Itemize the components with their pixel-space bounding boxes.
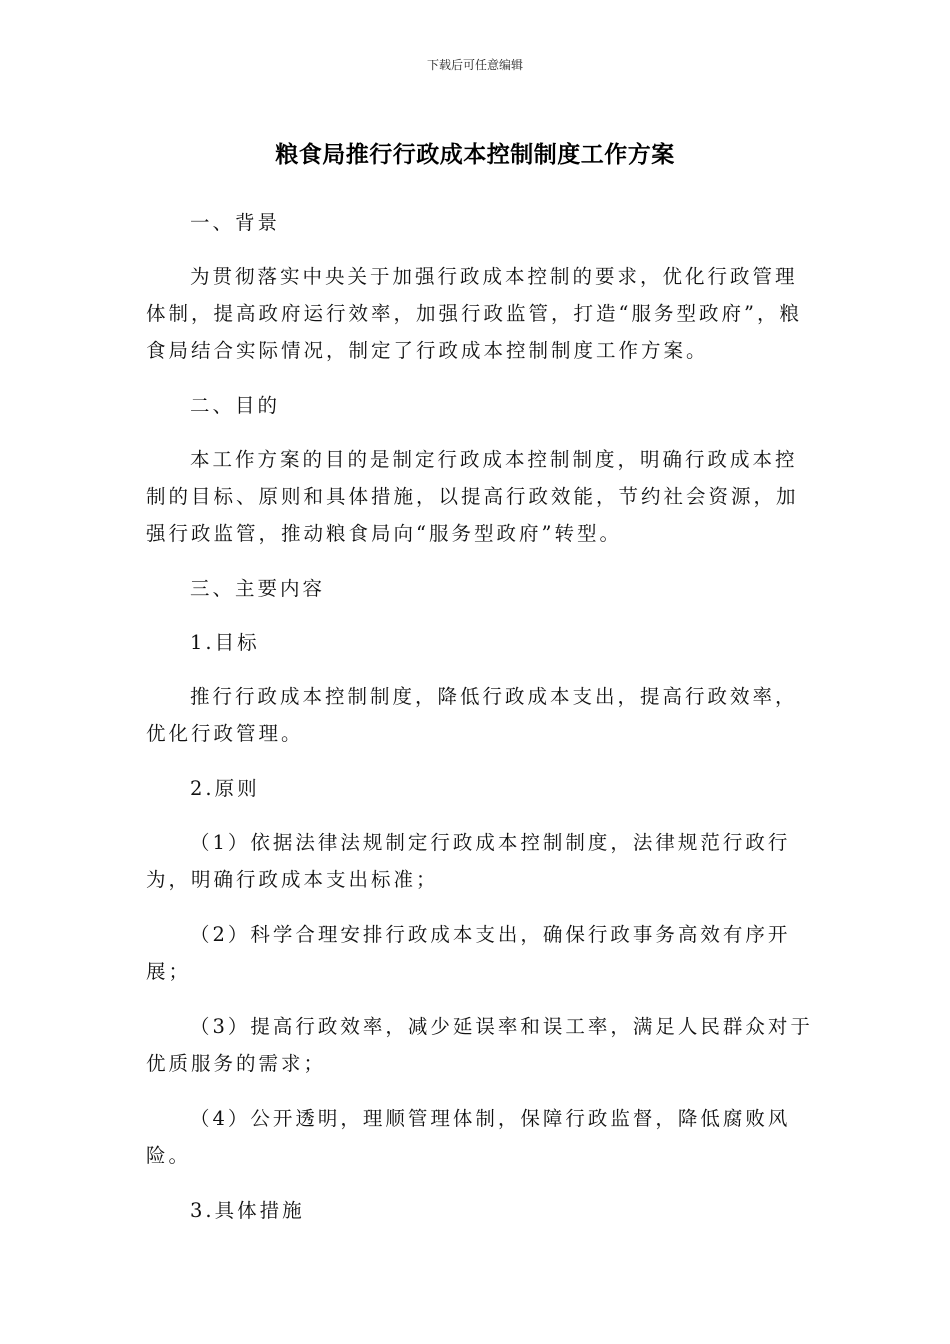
- section-heading-background: 一、背景: [190, 211, 281, 234]
- paragraph-purpose: 本工作方案的目的是制定行政成本控制制度，明确行政成本控制的目标、原则和具体措施，以提高行政效能，节约社会资源，加强行政监管，推动粮食局向“服务型政府”转型。: [146, 448, 799, 545]
- paragraph-goal: 推行行政成本控制制度，降低行政成本支出，提高行政效率，优化行政管理。: [146, 685, 798, 745]
- principle-item-4: （4）公开透明，理顺管理体制，保障行政监督，降低腐败风险。: [146, 1107, 791, 1167]
- principle-item-1: （1）依据法律法规制定行政成本控制制度，法律规范行政行为，明确行政成本支出标准；: [146, 831, 791, 891]
- section-heading-main-content: 三、主要内容: [190, 577, 326, 600]
- subheading-goal: 1.目标: [190, 631, 260, 654]
- subheading-principles: 2.原则: [190, 777, 260, 800]
- document-body: [146, 204, 818, 1246]
- principle-item-3: （3）提高行政效率，减少延误率和误工率，满足人民群众对于优质服务的需求；: [146, 1015, 813, 1075]
- document-title: 粮食局推行行政成本控制制度工作方案: [275, 142, 675, 168]
- subheading-measures: 3.具体措施: [190, 1199, 305, 1222]
- section-heading-purpose: 二、目的: [190, 394, 281, 417]
- header-note: 下载后可任意编辑: [426, 58, 523, 72]
- paragraph-background: 为贯彻落实中央关于加强行政成本控制的要求，优化行政管理体制，提高政府运行效率，加强行政监管，打造“服务型政府”，粮食局结合实际情况，制定了行政成本控制制度工作方案。: [146, 265, 802, 362]
- principle-item-2: （2）科学合理安排行政成本支出，确保行政事务高效有序开展；: [146, 923, 791, 983]
